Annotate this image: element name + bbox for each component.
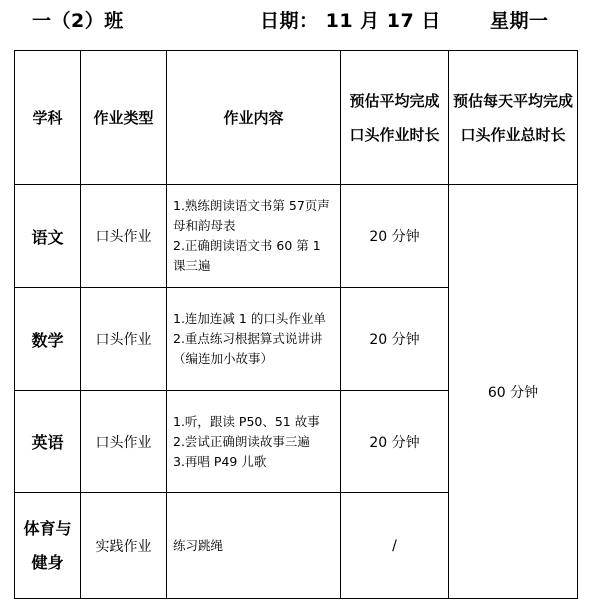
duration-cell: 20 分钟 (341, 288, 449, 391)
subject-cell: 数学 (15, 288, 81, 391)
class-label: 一（2）班 (32, 10, 124, 32)
content-line: 1.连加连减 1 的口头作业单 (173, 311, 326, 326)
content-line: 1.熟练朗读语文书第 57页声母和韵母表 (173, 198, 330, 233)
content-line: 2.正确朗读语文书 60 第 1 课三遍 (173, 238, 321, 273)
content-line: 3.再唱 P49 儿歌 (173, 453, 267, 469)
content-line: 2.尝试正确朗读故事三遍 (173, 433, 310, 449)
type-cell: 口头作业 (81, 185, 167, 288)
column-header-content: 作业内容 (167, 51, 341, 185)
content-cell (167, 493, 341, 599)
type-cell: 口头作业 (81, 288, 167, 391)
page-header (0, 6, 594, 36)
subject-cell: 英语 (15, 391, 81, 493)
total-duration-cell: 60 分钟 (449, 185, 578, 599)
content-line: 练习跳绳 (173, 537, 224, 553)
subject-cell: 语文 (15, 185, 81, 288)
column-header-type: 作业类型 (81, 51, 167, 185)
table-header-row (15, 51, 578, 185)
type-cell: 口头作业 (81, 391, 167, 493)
content-cell (167, 185, 341, 288)
duration-cell: / (341, 493, 449, 599)
content-cell (167, 288, 341, 391)
column-header-subject: 学科 (15, 51, 81, 185)
date-label: 日期： 11 月 17 日 (260, 10, 441, 32)
content-cell (167, 391, 341, 493)
column-header-total-duration: 预估每天平均完成口头作业总时长 (449, 51, 578, 185)
weekday-label: 星期一 (490, 10, 549, 32)
column-header-avg-duration: 预估平均完成口头作业时长 (341, 51, 449, 185)
content-line: 2.重点练习根据算式说讲讲（编连加小故事） (173, 331, 323, 366)
duration-cell: 20 分钟 (341, 391, 449, 493)
duration-cell: 20 分钟 (341, 185, 449, 288)
content-line: 1.听，跟读 P50、51 故事 (173, 413, 320, 429)
homework-table (14, 50, 578, 599)
table-row (15, 185, 578, 288)
type-cell: 实践作业 (81, 493, 167, 599)
subject-line: 体育与 (23, 518, 72, 538)
subject-line: 健身 (31, 552, 64, 572)
subject-cell (15, 493, 81, 599)
